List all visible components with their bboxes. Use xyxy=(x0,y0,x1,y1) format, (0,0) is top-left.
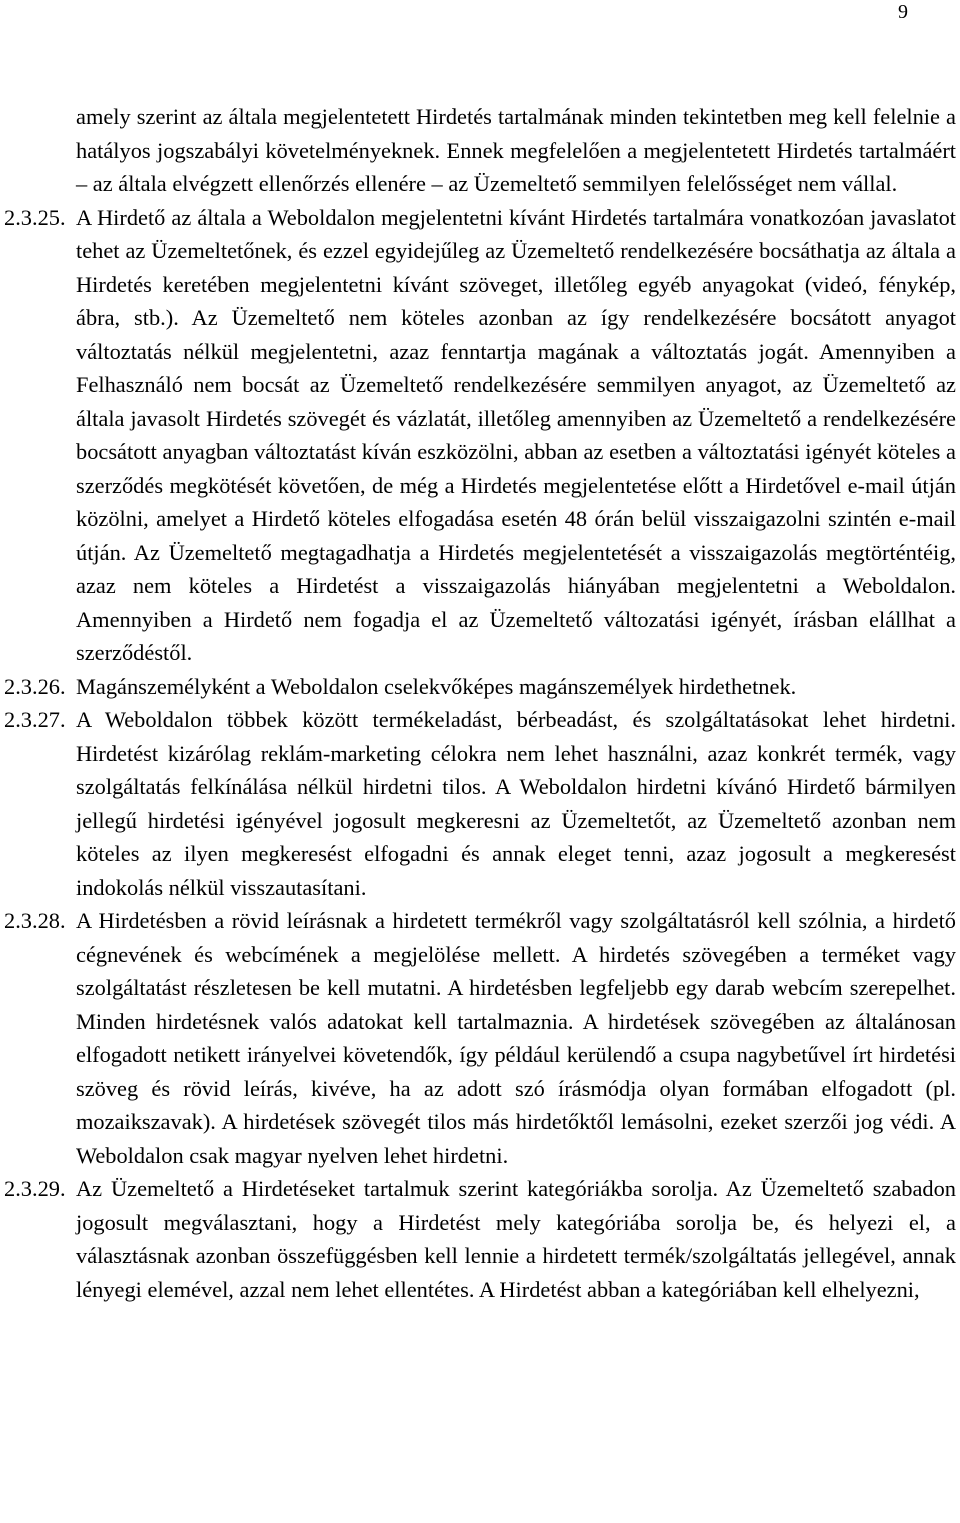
clause-text: Az Üzemeltető a Hirdetéseket tartalmuk szerint kategóriákba sorolja. Az Üzemeltető szabadon jogosult megválasztani, hogy a Hirdetést mely kategóriába sorolja be, és helyezi el, a választásnak azonban összefüggésben kell lennie a hirdetett termék/szolgáltatás jellegével, annak lényegi elemével, azzal nem lehet ellentétes. A Hirdetést abban a kategóriában kell elhelyezni, xyxy=(76,1176,956,1302)
clause-number: 2.3.27. xyxy=(4,707,66,732)
clause-text: A Hirdetésben a rövid leírásnak a hirdetett termékről vagy szolgáltatásról kell szólnia, a hirdető cégnevének és webcímének a megjelölése mellett. A hirdetés szövegében a terméket vagy szolgáltatást részletesen be kell mutatni. A hirdetésben legfeljebb egy darab webcím szerepelhet. Minden hirdetésnek valós adatokat kell tartalmaznia. A hirdetések szövegében az általánosan elfogadott netikett irányelvei követendők, így például kerülendő a csupa nagybetűvel írt hirdetési szöveg és rövid leírás, kivéve, ha az adott szó írásmódja olyan formában elfogadott (pl. mozaikszavak). A hirdetések szövegét tilos más hirdetőktől lemásolni, ezeket szerzői jog védi. A Weboldalon csak magyar nyelven lehet hirdetni. xyxy=(76,908,956,1168)
clause-number: 2.3.26. xyxy=(4,673,66,699)
clause-number: 2.3.25. xyxy=(4,204,66,230)
clause-text: Magánszemélyként a Weboldalon cselekvőképes magánszemélyek hirdethetnek. xyxy=(76,673,797,699)
document-body xyxy=(0,100,960,1306)
clause-2-3-28 xyxy=(0,904,956,1172)
clause-number: 2.3.29. xyxy=(4,1176,66,1201)
clause-2-3-25 xyxy=(0,201,956,670)
clause-2-3-29 xyxy=(0,1172,956,1306)
clause-2-3-26 xyxy=(0,670,956,704)
intro-paragraph: amely szerint az általa megjelentetett Hirdetés tartalmának minden tekintetben meg kell felelnie a hatályos jogszabályi követelményeknek. Ennek megfelelően a megjelentetett Hirdetés tartalmáért – az általa elvégzett ellenőrzés ellenére – az Üzemeltető semmilyen felelősséget nem vállal. xyxy=(76,104,956,196)
clause-text: A Hirdető az általa a Weboldalon megjelentetni kívánt Hirdetés tartalmára vonatkozóan javaslatot tehet az Üzemeltetőnek, és ezzel egyidejűleg az Üzemeltető rendelkezésére bocsáthatja az általa a Hirdetés keretében megjelentetni kívánt szöveget, illetőleg egyéb anyagokat (videó, fénykép, ábra, stb.). Az Üzemeltető nem köteles azonban az így rendelkezésére bocsátott anyagot változtatás nélkül megjelentetni, azaz fenntartja magának a változtatás jogát. Amennyiben a Felhasználó nem bocsát az Üzemeltető rendelkezésére semmilyen anyagot, az Üzemeltető az általa javasolt Hirdetés szövegét és vázlatát, illetőleg amennyiben az Üzemeltető a rendelkezésére bocsátott anyagban változtatást kíván eszközölni, abban az esetben a változtatási igényét köteles a szerződés megkötését követően, de még a Hirdetés megjelentetése előtt a Hirdetővel e-mail útján közölni, amelyet a Hirdető köteles elfogadása esetén 48 órán belül visszaigazolni szintén e-mail útján. Az Üzemeltető megtagadhatja a Hirdetés megjelentetését a visszaigazolás megtörténtéig, azaz nem köteles a Hirdetést a visszaigazolás hiányában megjelentetni a Weboldalon. Amennyiben a Hirdető nem fogadja el az Üzemeltető változatási igényét, írásban elállhat a szerződéstől. xyxy=(76,204,956,665)
page-number: 9 xyxy=(898,1,908,23)
clause-number: 2.3.28. xyxy=(4,908,66,933)
clause-2-3-27 xyxy=(0,703,956,904)
clause-text: A Weboldalon többek között termékeladást, bérbeadást, és szolgáltatásokat lehet hirdetni. Hirdetést kizárólag reklám-marketing célokra nem lehet használni, azaz konkrét termék, vagy szolgáltatás felkínálása nélkül hirdetni tilos. A Weboldalon hirdetni kívánó Hirdető bármilyen jellegű hirdetési igényével jogosult megkeresni az Üzemeltetőt, az Üzemeltető azonban nem köteles az ilyen megkeresést elfogadni és annak eleget tenni, azaz jogosult a megkeresést indokolás nélkül visszautasítani. xyxy=(76,707,956,900)
